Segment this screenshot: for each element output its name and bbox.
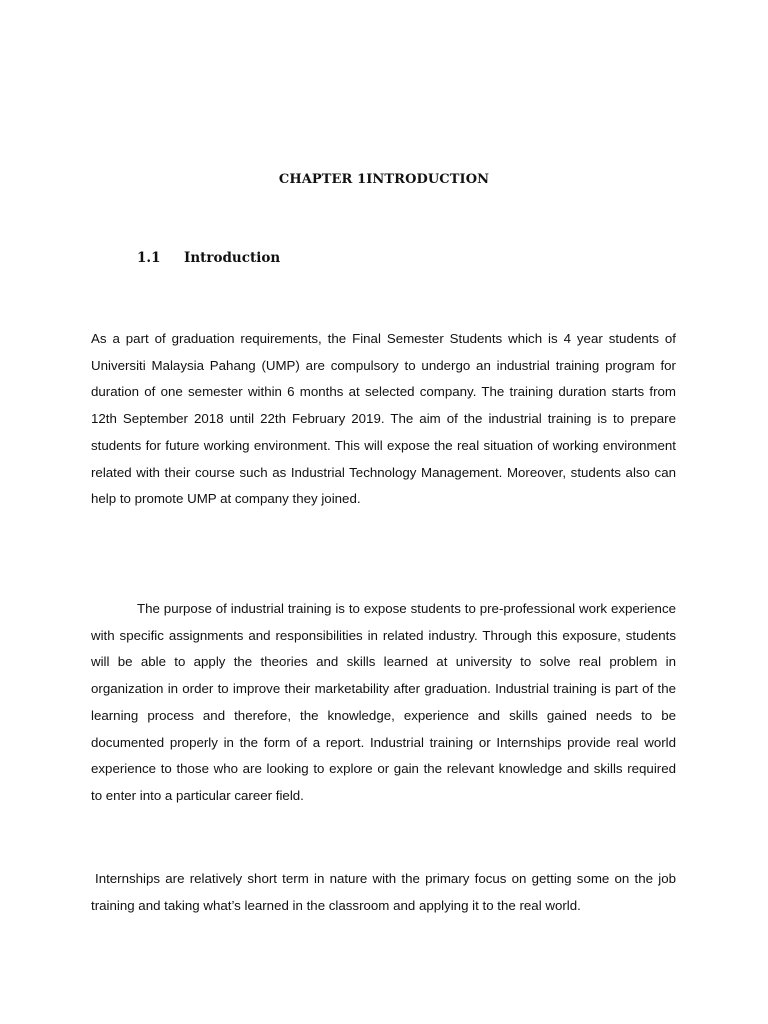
section-heading xyxy=(137,250,280,266)
paragraph-1: As a part of graduation requirements, the Final Semester Students which is 4 year students of Universiti Malaysia Pahang (UMP) are compulsory to undergo an industrial training program for duration of one semester within 6 months at selected company. The training duration starts from 12th September 2018 until 22th February 2019. The aim of the industrial training is to prepare students for future working environment. This will expose the real situation of working environment related with their course such as Industrial Technology Management. Moreover, students also can help to promote UMP at company they joined. xyxy=(91,331,676,507)
section-number: 1.1 xyxy=(137,250,161,266)
paragraph-3: Internships are relatively short term in nature with the primary focus on getting some on the job training and taking what’s learned in the classroom and applying it to the real world. xyxy=(91,871,676,913)
chapter-title: CHAPTER 1INTRODUCTION xyxy=(278,172,490,187)
paragraph-2: The purpose of industrial training is to expose students to pre-professional work experience with specific assignments and responsibilities in related industry. Through this exposure, students will be able to apply the theories and skills learned at university to solve real problem in organization in order to improve their marketability after graduation. Industrial training is part of the learning process and therefore, the knowledge, experience and skills gained needs to be documented properly in the form of a report. Industrial training or Internships provide real world experience to those who are looking to explore or gain the relevant knowledge and skills required to enter into a particular career field. xyxy=(91,601,676,803)
section-title: Introduction xyxy=(184,250,281,266)
